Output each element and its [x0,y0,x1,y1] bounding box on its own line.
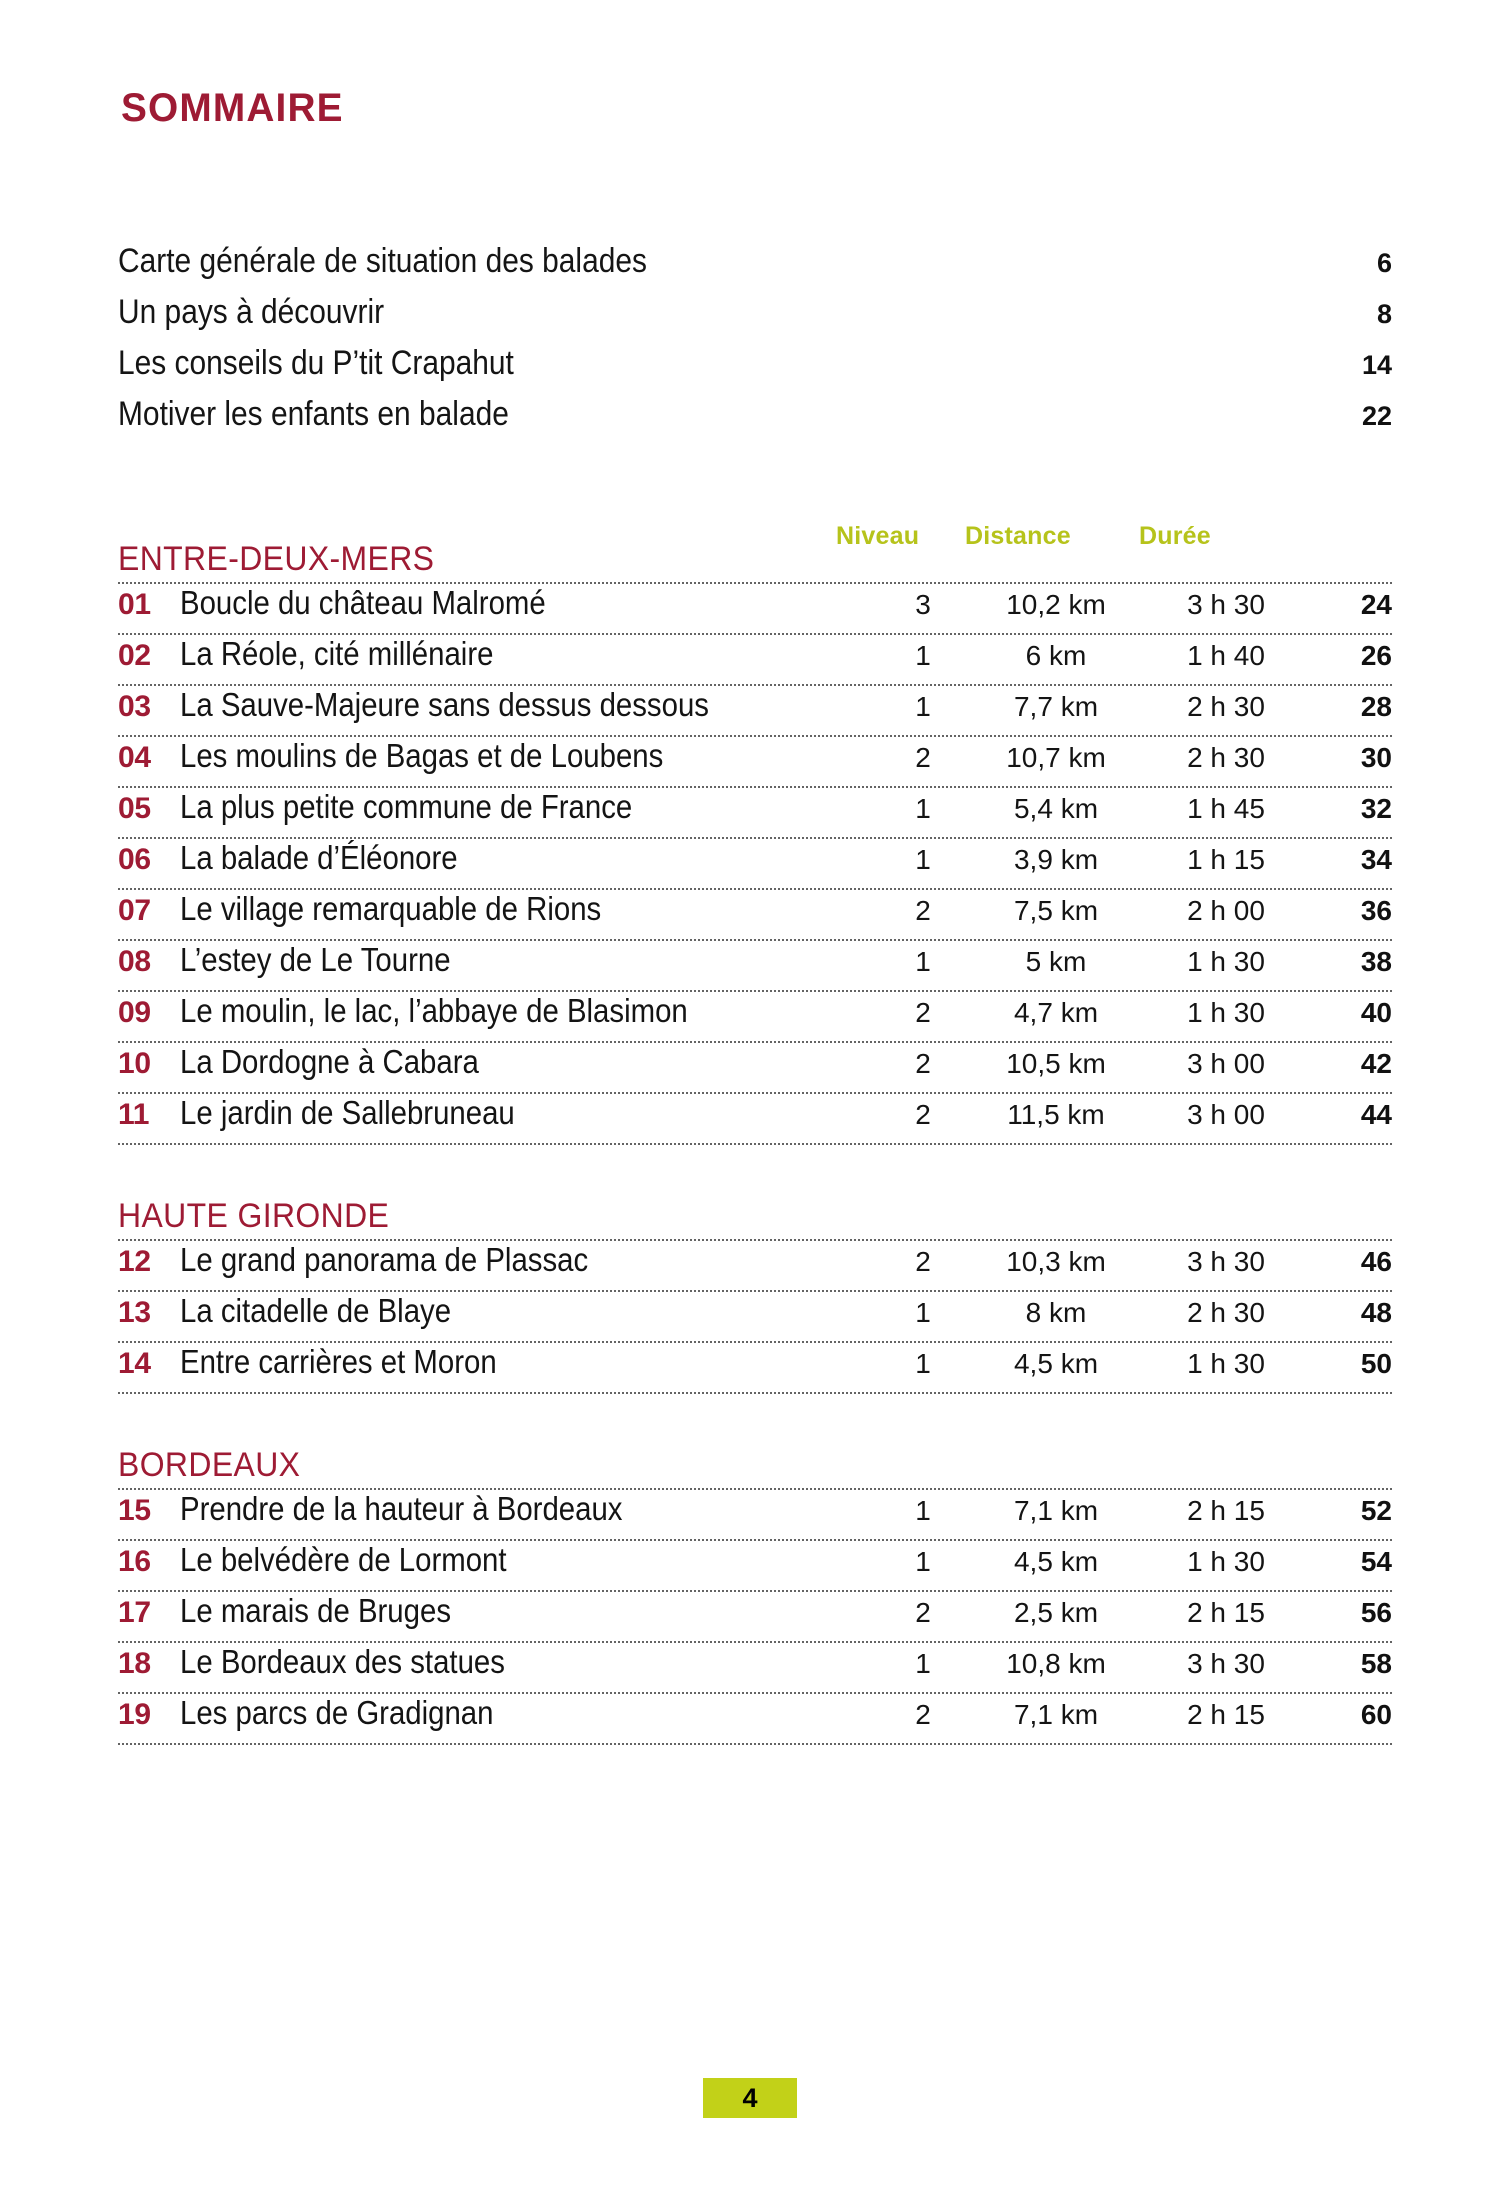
row-page-number: 28 [1360,691,1392,723]
row-niveau-value: 2 [915,1246,931,1278]
intro-label: Motiver les enfants en balade [118,395,509,433]
row-title: Prendre de la hauteur à Bordeaux [180,1490,623,1528]
row-page-number: 52 [1360,1495,1392,1527]
row-page-number: 54 [1360,1546,1392,1578]
intro-page-number: 14 [1361,350,1392,380]
row-niveau-value: 2 [915,742,931,774]
table-row[interactable] [118,1343,1392,1392]
row-duree-value: 2 h 15 [1187,1699,1265,1731]
toc-section [118,1446,1392,1745]
row-page-number: 60 [1360,1699,1392,1731]
row-title: Les moulins de Bagas et de Loubens [180,737,664,775]
row-title: Le grand panorama de Plassac [180,1241,589,1279]
table-row[interactable] [118,635,1392,684]
row-title: L’estey de Le Tourne [180,941,451,979]
row-page-number: 34 [1360,844,1392,876]
row-page-number: 46 [1360,1246,1392,1278]
row-niveau-value: 1 [915,793,931,825]
row-niveau-value: 1 [915,1546,931,1578]
row-number: 07 [118,894,151,928]
row-title: La Réole, cité millénaire [180,635,494,673]
column-header-duree: Durée [1139,522,1211,550]
row-distance-value: 10,2 km [1006,589,1106,621]
row-number: 19 [118,1698,151,1732]
row-duree-value: 2 h 15 [1187,1597,1265,1629]
row-number: 06 [118,843,151,877]
table-row[interactable] [118,1094,1392,1143]
row-title: La Dordogne à Cabara [180,1043,479,1081]
row-niveau-value: 1 [915,1495,931,1527]
row-page-number: 32 [1360,793,1392,825]
row-title: Entre carrières et Moron [180,1343,497,1381]
row-distance-value: 10,5 km [1006,1048,1106,1080]
table-row[interactable] [118,941,1392,990]
row-niveau-value: 2 [915,1048,931,1080]
row-number: 04 [118,741,151,775]
section-title: BORDEAUX [118,1446,301,1485]
row-duree-value: 3 h 00 [1187,1048,1265,1080]
row-niveau-value: 2 [915,997,931,1029]
intro-page-number: 8 [1376,299,1392,329]
table-row[interactable] [118,890,1392,939]
intro-row[interactable] [118,242,1392,293]
row-duree-value: 1 h 40 [1187,640,1265,672]
table-row[interactable] [118,1643,1392,1692]
table-row[interactable] [118,788,1392,837]
intro-label: Un pays à découvrir [118,293,385,331]
row-niveau-value: 1 [915,1348,931,1380]
row-niveau-value: 3 [915,589,931,621]
row-number: 01 [118,588,151,622]
row-number: 10 [118,1047,151,1081]
row-niveau-value: 1 [915,691,931,723]
row-duree-value: 1 h 30 [1187,946,1265,978]
row-niveau-value: 2 [915,895,931,927]
row-duree-value: 1 h 30 [1187,1348,1265,1380]
row-page-number: 26 [1360,640,1392,672]
row-page-number: 40 [1360,997,1392,1029]
row-duree-value: 2 h 30 [1187,691,1265,723]
intro-list [118,242,1392,446]
row-distance-value: 4,5 km [1013,1348,1099,1380]
row-number: 12 [118,1245,151,1279]
row-number: 18 [118,1647,151,1681]
row-niveau-value: 1 [915,640,931,672]
column-header-niveau: Niveau [836,522,920,550]
row-title: Le marais de Bruges [180,1592,452,1630]
row-title: Le Bordeaux des statues [180,1643,505,1681]
row-page-number: 36 [1360,895,1392,927]
section-title: ENTRE-DEUX-MERS [118,540,435,578]
row-duree-value: 1 h 45 [1187,793,1265,825]
row-title: Le jardin de Sallebruneau [180,1094,515,1132]
row-page-number: 44 [1360,1099,1392,1131]
row-title: Le belvédère de Lormont [180,1541,507,1579]
row-niveau-value: 2 [915,1597,931,1629]
table-row[interactable] [118,1043,1392,1092]
row-distance-value: 8 km [1025,1297,1087,1329]
row-title: La citadelle de Blaye [180,1292,452,1330]
intro-page-number: 6 [1376,248,1392,278]
table-row[interactable] [118,1292,1392,1341]
row-number: 17 [118,1596,151,1630]
row-title: La balade d’Éléonore [180,839,458,877]
intro-page-number: 22 [1361,401,1392,431]
row-number: 02 [118,639,151,673]
page-number-badge: 4 [703,2078,797,2118]
row-title: Le moulin, le lac, l’abbaye de Blasimon [180,992,688,1030]
row-duree-value: 3 h 30 [1187,589,1265,621]
row-separator [118,1743,1392,1745]
row-duree-value: 2 h 30 [1187,1297,1265,1329]
row-page-number: 24 [1360,589,1392,621]
row-distance-value: 7,1 km [1013,1699,1099,1731]
row-distance-value: 6 km [1025,640,1087,672]
row-page-number: 58 [1360,1648,1392,1680]
column-header-distance: Distance [965,522,1071,550]
row-distance-value: 7,7 km [1013,691,1099,723]
row-distance-value: 7,5 km [1013,895,1099,927]
table-row[interactable] [118,1592,1392,1641]
row-distance-value: 7,1 km [1013,1495,1099,1527]
row-separator [118,1143,1392,1145]
table-row[interactable] [118,839,1392,888]
row-duree-value: 1 h 30 [1187,1546,1265,1578]
row-distance-value: 4,5 km [1013,1546,1099,1578]
row-niveau-value: 1 [915,946,931,978]
row-number: 05 [118,792,151,826]
row-distance-value: 5,4 km [1013,793,1099,825]
row-number: 16 [118,1545,151,1579]
row-number: 03 [118,690,151,724]
row-distance-value: 10,3 km [1006,1246,1106,1278]
row-number: 14 [118,1347,151,1381]
table-row[interactable] [118,737,1392,786]
row-niveau-value: 1 [915,1297,931,1329]
row-niveau-value: 1 [915,1648,931,1680]
row-title: La Sauve-Majeure sans dessus dessous [180,686,709,724]
table-row[interactable] [118,1541,1392,1590]
table-row[interactable] [118,1694,1392,1743]
row-niveau-value: 1 [915,844,931,876]
row-page-number: 30 [1360,742,1392,774]
table-row[interactable] [118,992,1392,1041]
row-number: 13 [118,1296,151,1330]
row-distance-value: 10,7 km [1006,742,1106,774]
row-separator [118,1392,1392,1394]
row-duree-value: 1 h 15 [1187,844,1265,876]
toc-section [118,1197,1392,1394]
row-distance-value: 3,9 km [1013,844,1099,876]
row-page-number: 38 [1360,946,1392,978]
table-row[interactable] [118,1241,1392,1290]
row-title: La plus petite commune de France [180,788,633,826]
row-distance-value: 4,7 km [1013,997,1099,1029]
row-title: Le village remarquable de Rions [180,890,602,928]
intro-row[interactable] [118,293,1392,344]
table-row[interactable] [118,686,1392,735]
row-distance-value: 2,5 km [1013,1597,1099,1629]
row-niveau-value: 2 [915,1099,931,1131]
section-title: HAUTE GIRONDE [118,1197,390,1236]
intro-label: Les conseils du P’tit Crapahut [118,344,514,382]
intro-row[interactable] [118,395,1392,446]
toc-section [118,540,1392,1145]
row-number: 11 [118,1098,150,1132]
row-distance-value: 11,5 km [1007,1099,1105,1131]
page-footer [0,2078,1500,2118]
row-distance-value: 10,8 km [1006,1648,1106,1680]
row-duree-value: 2 h 00 [1187,895,1265,927]
row-duree-value: 3 h 30 [1187,1648,1265,1680]
toc-sections [118,540,1392,1745]
row-title: Boucle du château Malromé [180,584,546,622]
page-title: SOMMAIRE [121,86,344,130]
row-number: 08 [118,945,151,979]
row-duree-value: 2 h 30 [1187,742,1265,774]
row-page-number: 48 [1360,1297,1392,1329]
table-row[interactable] [118,584,1392,633]
row-duree-value: 1 h 30 [1187,997,1265,1029]
row-niveau-value: 2 [915,1699,931,1731]
row-page-number: 42 [1360,1048,1392,1080]
intro-row[interactable] [118,344,1392,395]
table-row[interactable] [118,1490,1392,1539]
row-duree-value: 3 h 30 [1187,1246,1265,1278]
row-page-number: 50 [1360,1348,1392,1380]
intro-label: Carte générale de situation des balades [118,242,647,280]
row-duree-value: 3 h 00 [1187,1099,1265,1131]
row-duree-value: 2 h 15 [1187,1495,1265,1527]
row-number: 15 [118,1494,151,1528]
row-page-number: 56 [1360,1597,1392,1629]
row-distance-value: 5 km [1025,946,1087,978]
row-number: 09 [118,996,151,1030]
row-title: Les parcs de Gradignan [180,1694,494,1732]
